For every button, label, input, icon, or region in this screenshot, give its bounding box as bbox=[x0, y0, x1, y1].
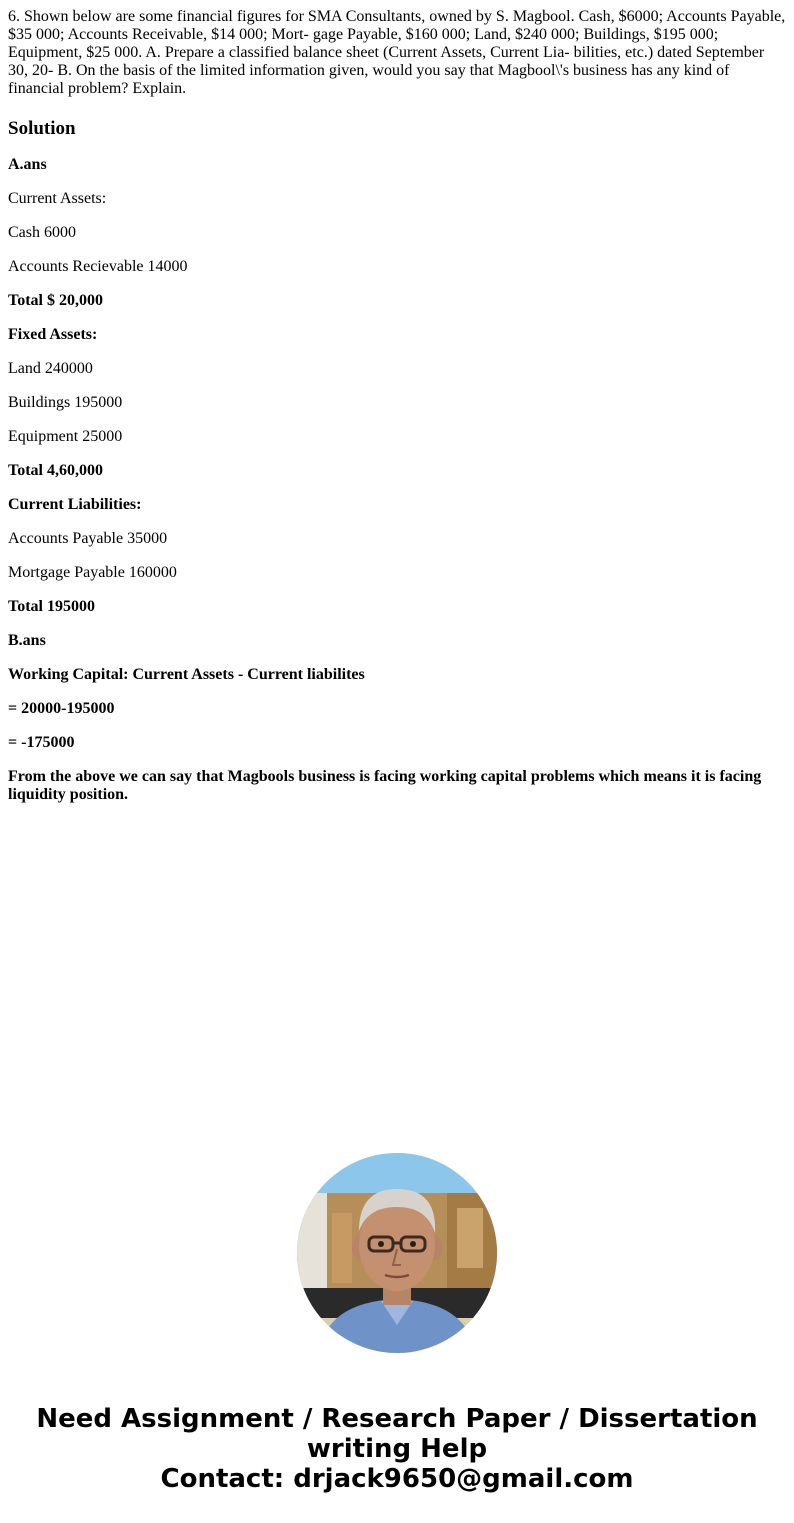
accounts-payable-line: Accounts Payable 35000 bbox=[8, 530, 168, 547]
promo-line-2: writing Help bbox=[306, 1434, 488, 1464]
mortgage-payable-line: Mortgage Payable 160000 bbox=[8, 564, 177, 581]
promo-line-1: Need Assignment / Research Paper / Dissertation bbox=[36, 1404, 758, 1434]
fixed-assets-heading: Fixed Assets: bbox=[8, 326, 98, 343]
land-line: Land 240000 bbox=[8, 360, 93, 377]
solution-heading: Solution bbox=[8, 118, 76, 139]
equipment-line: Equipment 25000 bbox=[8, 428, 123, 445]
tutor-portrait-image bbox=[297, 1153, 497, 1353]
answer-b-label: B.ans bbox=[8, 632, 46, 649]
question-text: 6. Shown below are some financial figures for SMA Consultants, owned by S. Magbool. Cash, $6000; Accounts Payable, $35 000; Accounts Receivable, $14 000; Mort- gage Payable, $160 000; Land, $240 000; Buildings, $195 000; Equipment, $25 000. A. Prepare a classified balance sheet (Current Assets, Current Lia- bilities, etc.) dated September 30, 20- B. On the basis of the limited information given, would you say that Magbool\'s business has any kind of financial problem? Explain. bbox=[8, 8, 786, 97]
answer-a-label: A.ans bbox=[8, 156, 47, 173]
cash-line: Cash 6000 bbox=[8, 224, 76, 241]
promo-banner bbox=[0, 1404, 794, 1494]
accounts-receivable-line: Accounts Recievable 14000 bbox=[8, 258, 188, 275]
calculation-line-2: = -175000 bbox=[8, 734, 75, 751]
promo-contact-line: Contact: drjack9650@gmail.com bbox=[160, 1464, 634, 1494]
current-assets-total: Total $ 20,000 bbox=[8, 292, 103, 309]
calculation-line-1: = 20000-195000 bbox=[8, 700, 115, 717]
buildings-line: Buildings 195000 bbox=[8, 394, 123, 411]
tutor-avatar bbox=[297, 1153, 497, 1353]
current-liabilities-total: Total 195000 bbox=[8, 598, 95, 615]
current-liabilities-heading: Current Liabilities: bbox=[8, 496, 142, 513]
working-capital-line: Working Capital: Current Assets - Current liabilites bbox=[8, 666, 365, 683]
conclusion-text: From the above we can say that Magbools business is facing working capital problems which means it is facing liquidity position. bbox=[8, 768, 762, 803]
current-assets-heading: Current Assets: bbox=[8, 190, 107, 207]
fixed-assets-total: Total 4,60,000 bbox=[8, 462, 103, 479]
